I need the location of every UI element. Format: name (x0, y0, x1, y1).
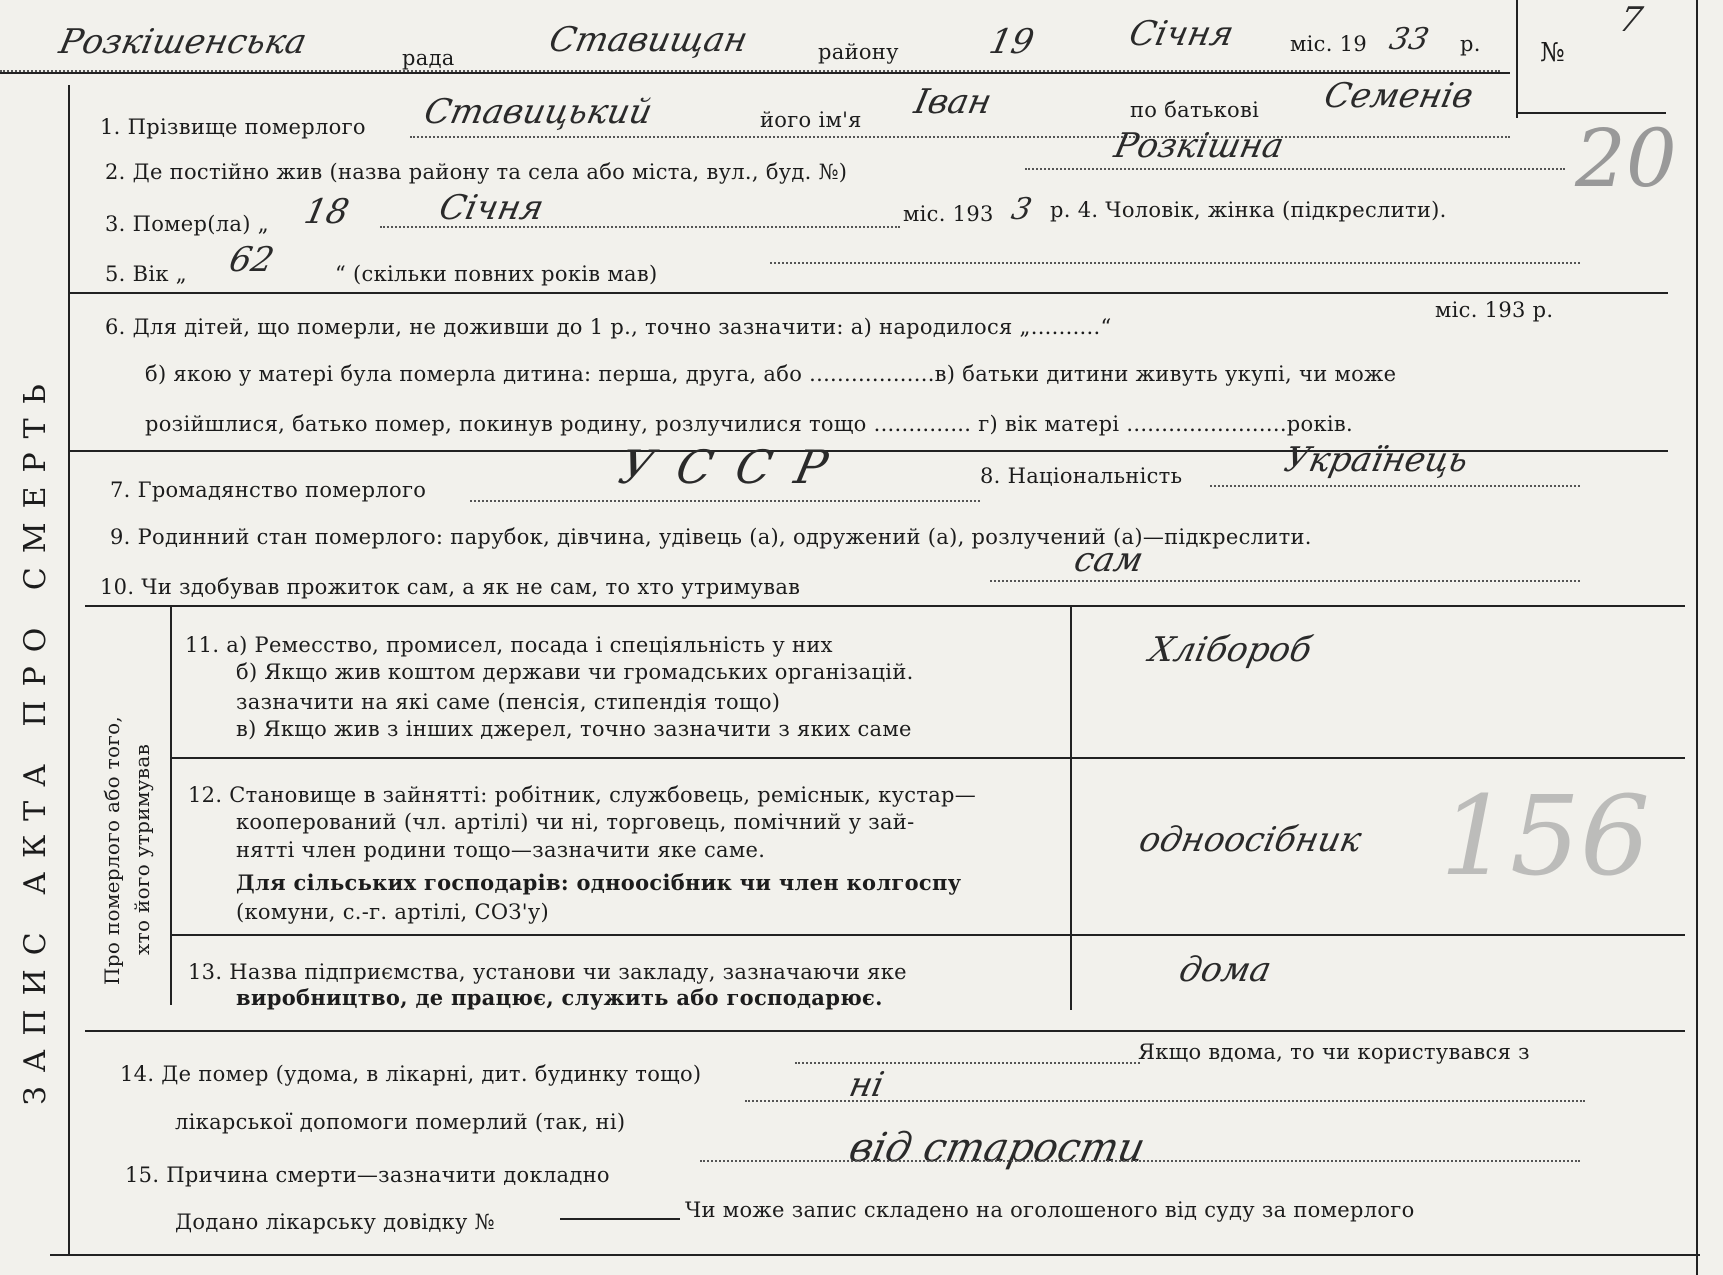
section-rule-1 (68, 292, 1668, 294)
field-1-patronymic: Семенів (1320, 76, 1477, 116)
section-side-label-1: Про померлого або того, (100, 715, 124, 985)
field-10-line (990, 580, 1580, 582)
date-month-label: міс. 19 (1290, 32, 1367, 56)
field-12-line-3: нятті член родини тощо—зазначити яке саме. (236, 838, 766, 862)
field-10-label: 10. Чи здобував прожиток сам, а як не сам, то хто утримував (100, 575, 801, 599)
bottom-border (50, 1254, 1700, 1256)
field-14-label: 14. Де помер (удома, в лікарні, дит. будинку тощо) (120, 1062, 702, 1086)
field-14-end: Якщо вдома, то чи користувався з (1138, 1040, 1530, 1064)
side-title: ЗАПИС АКТА ПРО СМЕРТЬ (18, 370, 53, 1105)
field-11-c: в) Якщо жив з інших джерел, точно зазначити з яких саме (236, 717, 912, 741)
section-rule-3 (85, 605, 1685, 607)
district-value: Ставищан (545, 20, 752, 60)
field-2-line (1025, 168, 1565, 170)
field-7-line (470, 500, 980, 502)
number-label: № (1540, 38, 1565, 68)
field-11-b: б) Якщо жив коштом держави чи громадських організацій. (236, 660, 914, 684)
footer-cert-label: Додано лікарську довідку № (175, 1210, 495, 1234)
field-3-day: 18 (300, 192, 353, 232)
field-1-surname: Ставицький (420, 92, 656, 132)
district-label: району (818, 40, 899, 64)
section-side-label-2: хто його утримував (130, 743, 154, 955)
date-year: 33 (1386, 22, 1432, 57)
header-rule (0, 72, 1510, 74)
header-dotted-line (0, 70, 1500, 72)
field-3-line (380, 226, 900, 228)
council-label: рада (402, 46, 455, 70)
field-5-age: 62 (225, 240, 278, 280)
pencil-mark: 156 (1440, 772, 1650, 900)
field-1-patronymic-label: по батькові (1130, 98, 1260, 122)
field-5-suffix: “ (скільки повних років мав) (335, 262, 658, 286)
field-6-line-2: б) якою у матері була померла дитина: перша, друга, або ..................в) батьки дитини живуть укупі, чи може (145, 362, 1397, 386)
field-10-value: сам (1070, 540, 1147, 580)
footer-court-label: Чи може запис складено на оголошеного від суду за померлого (685, 1198, 1415, 1222)
field-11-value: Хлібороб (1145, 630, 1316, 670)
field-14-line-2: лікарської допомоги померлий (так, ні) (175, 1110, 626, 1134)
field-14-line-2-dots (745, 1100, 1585, 1102)
field-2-value: Розкішна (1110, 126, 1288, 166)
field-11-a: 11. а) Ремесство, промисел, посада і спеціяльність у них (185, 633, 833, 657)
left-border (68, 85, 70, 1255)
field-8-value: Українець (1280, 440, 1472, 480)
date-day: 19 (985, 22, 1038, 62)
field-8-label: 8. Національність (980, 464, 1183, 488)
field-9-label: 9. Родинний стан померлого: парубок, дівчина, удівець (а), одружений (а), розлучений (а)—підкреслити. (110, 525, 1312, 549)
date-month: Січня (1125, 14, 1238, 54)
field-11-b2: зазначити на які саме (пенсія, стипендія тощо) (236, 690, 781, 714)
field-12-line-2: кооперований (чл. артілі) чи ні, торговець, помічний у зай- (236, 810, 915, 834)
field-7-value: УССР (614, 440, 857, 494)
field-6-line-1-end: міс. 193 р. (1435, 298, 1554, 322)
field-14-value: ні (845, 1065, 888, 1105)
field-1-name-label: його ім'я (760, 108, 862, 132)
field-3-label: 3. Помер(ла) „ (105, 212, 269, 236)
field-13-line-1: 13. Назва підприємства, установи чи закладу, зазначаючи яке (188, 960, 907, 984)
field-12-value: одноосібник (1135, 820, 1365, 860)
field-2-label: 2. Де постійно жив (назва району та села або міста, вул., буд. №) (105, 160, 848, 184)
row-12-rule (170, 934, 1685, 936)
field-12-line-1: 12. Становище в зайнятті: робітник, службовець, реміснык, кустар— (188, 783, 977, 807)
field-15-label: 15. Причина смерти—зазначити докладно (125, 1163, 610, 1187)
number-box-border (1516, 0, 1518, 118)
field-8-line (1210, 485, 1580, 487)
field-1-label: 1. Прізвище померлого (100, 115, 366, 139)
field-12-line-4: Для сільських господарів: одноосібник чи член колгоспу (236, 870, 962, 895)
field-3-month: Січня (435, 188, 548, 228)
field-7-label: 7. Громадянство померлого (110, 478, 427, 502)
field-5-label: 5. Вік „ (105, 262, 187, 286)
pencil-number: 20 (1575, 112, 1677, 205)
field-3-year: 3 (1008, 192, 1035, 227)
field-15-value: від старости (845, 1125, 1149, 1171)
field-3-year-label: міс. 193 (903, 202, 994, 226)
number-value: 7 (1615, 0, 1646, 40)
field-1-name: Іван (910, 82, 996, 122)
field-13-value: дома (1175, 950, 1275, 990)
field-5-line (770, 262, 1580, 264)
field-14-line (795, 1062, 1140, 1064)
field-15-line (700, 1160, 1580, 1162)
row-11-rule (170, 757, 1685, 759)
section-inner-left-border (170, 605, 172, 1005)
field-6-line-3: розійшлися, батько помер, покинув родину, розлучилися тощо .............. г) вік матері .......................років. (145, 412, 1354, 436)
date-year-suffix: р. (1460, 32, 1481, 56)
answer-column-border (1070, 605, 1072, 1010)
field-4-label: р. 4. Чоловік, жінка (підкреслити). (1050, 198, 1447, 222)
field-1-line (410, 136, 1510, 138)
footer-cert-line (560, 1218, 680, 1220)
field-6-line-1: 6. Для дітей, що померли, не доживши до 1 р., точно зазначити: а) народилося „..........“ (105, 315, 1112, 339)
council-name-value: Розкішенська (55, 22, 311, 62)
field-12-line-5: (комуни, с.-г. артілі, СОЗ'у) (236, 900, 549, 924)
section-rule-4 (85, 1030, 1685, 1032)
field-13-line-2: виробництво, де працює, служить або господарює. (236, 985, 883, 1010)
right-border (1696, 0, 1698, 1275)
